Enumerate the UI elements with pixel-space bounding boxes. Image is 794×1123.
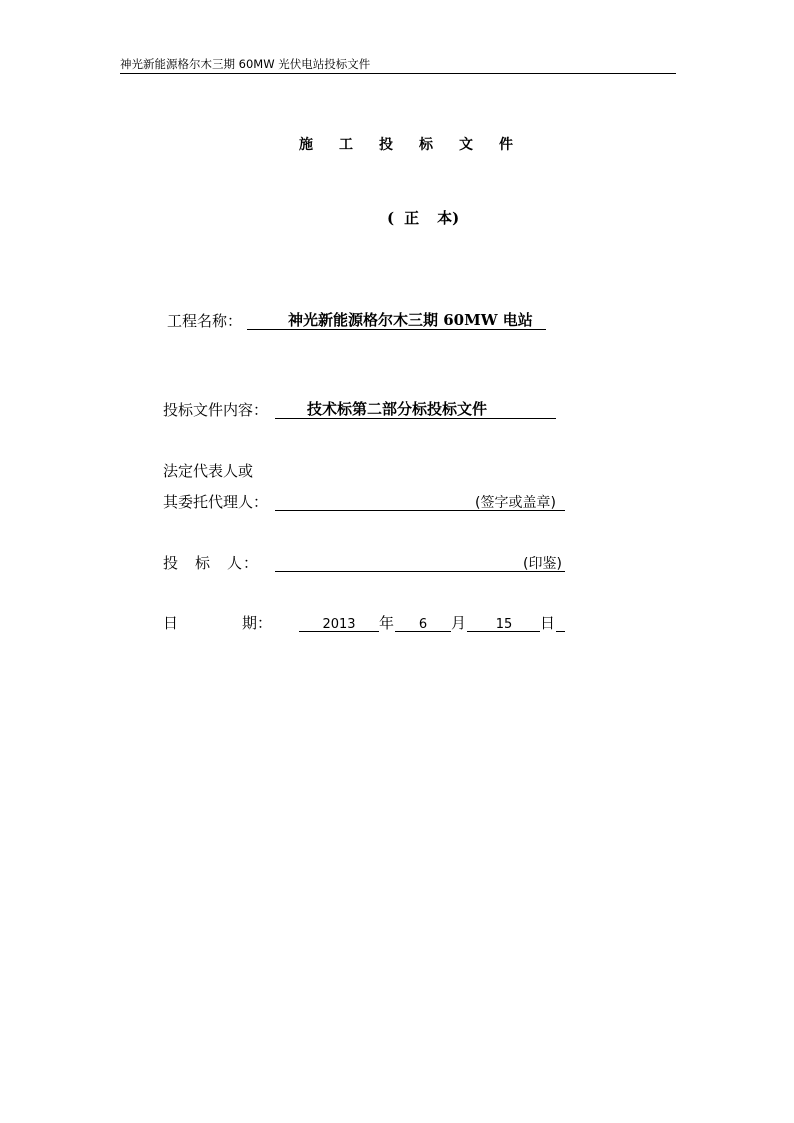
date-label-left: 日 [163,614,179,632]
document-subtitle [387,207,459,228]
subtitle-close-paren: ) [452,209,460,227]
running-header: 神光新能源格尔木三期 60MW 光伏电站投标文件 [120,57,676,74]
date-label-right: 期： [242,614,273,632]
bidder-underline [275,571,565,572]
date-month-value: 6 [418,617,428,632]
bidder-note: (印鉴) [523,556,562,572]
subtitle-word-ben: 本 [437,209,453,227]
document-title: 施工投标文件 [299,137,539,153]
subtitle-open-paren: ( [387,209,395,227]
date-day-unit: 日 [540,614,556,632]
legal-rep-note: (签字或盖章) [475,495,556,511]
bidder-label: 投 标 人： [163,554,260,572]
bidder-row [0,553,794,577]
date-month-unit: 月 [451,614,467,632]
project-name-value: 神光新能源格尔木三期 60MW 电站 [288,311,533,329]
subtitle-word-zheng: 正 [404,209,420,227]
date-day-value: 15 [495,617,513,632]
date-trailing-underline [556,631,565,632]
bid-content-row [0,400,794,424]
project-name-row [0,311,794,335]
legal-rep-label-line1: 法定代表人或 [163,462,254,480]
date-row [0,613,794,637]
legal-rep-row [0,492,794,516]
legal-rep-label-line2: 其委托代理人： [163,493,269,511]
project-name-label: 工程名称： [167,312,243,330]
bid-content-label: 投标文件内容： [163,401,269,419]
date-year-value: 2013 [322,617,356,632]
date-year-unit: 年 [379,614,395,632]
bid-content-value: 技术标第二部分标投标文件 [307,400,488,418]
